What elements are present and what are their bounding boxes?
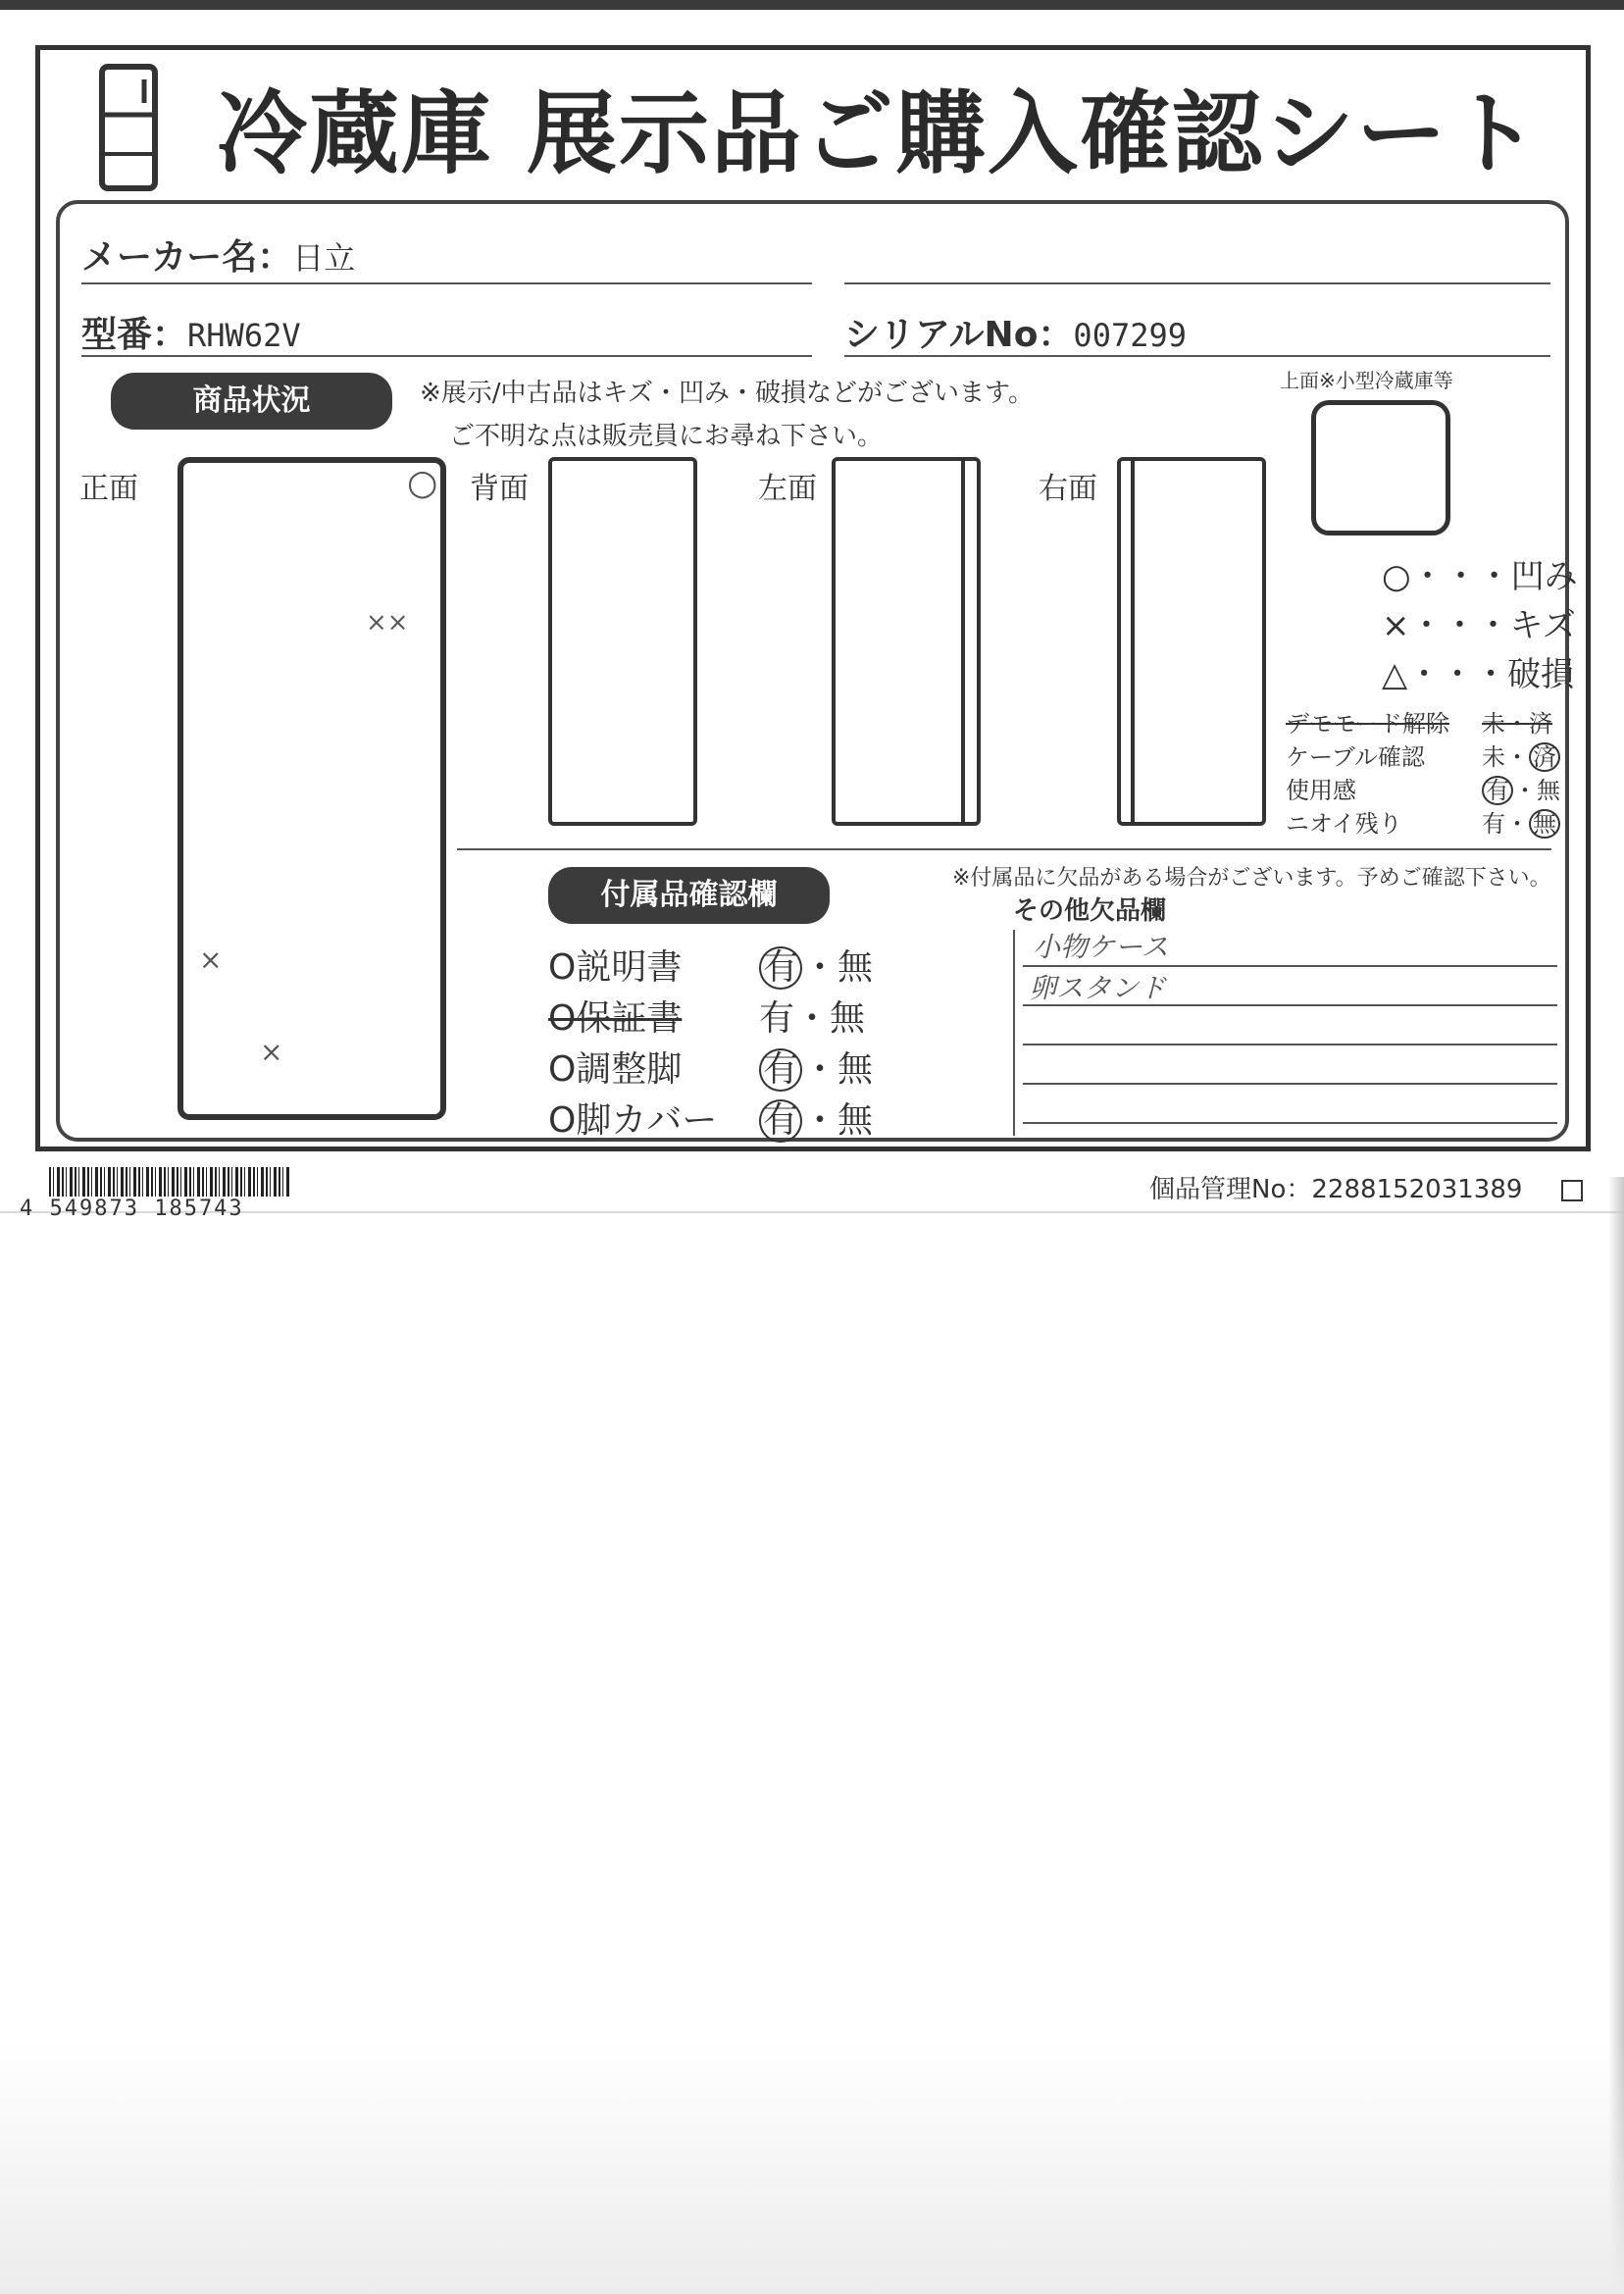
accessory-warranty: O保証書 有・無 <box>548 998 866 1039</box>
top-label: 上面※小型冷蔵庫等 <box>1280 369 1453 392</box>
front-mark-x: × <box>260 1036 283 1068</box>
accessory-adjuster-feet: O調整脚 有 ・無 <box>548 1049 874 1090</box>
management-number: 個品管理No：2288152031389 <box>1149 1169 1583 1205</box>
missing-lines <box>1013 930 1554 1136</box>
missing-item: 小物ケース <box>1033 931 1169 963</box>
accessories-note: ※付属品に欠品がある場合がございます。予めご確認下さい。 <box>952 866 1551 891</box>
checkbox-icon <box>1561 1180 1583 1201</box>
page-title: 冷蔵庫 展示品ご購入確認シート <box>217 81 1542 186</box>
maker-rule <box>81 282 812 284</box>
barcode-number: 4 549873 185743 <box>20 1197 244 1221</box>
left-label: 左面 <box>758 472 817 506</box>
barcode <box>49 1167 289 1197</box>
legend-scratch: ×・・・キズ <box>1382 606 1576 645</box>
left-panel <box>832 457 981 826</box>
section-divider <box>457 848 1551 850</box>
front-mark-circle: ○ <box>407 463 438 503</box>
front-label: 正面 <box>79 472 138 506</box>
missing-header: その他欠品欄 <box>1013 896 1167 926</box>
front-mark-x: ×× <box>366 608 409 637</box>
legend-damage: △・・・破損 <box>1382 655 1575 694</box>
serial-value: 007299 <box>1073 317 1188 354</box>
condition-note-1: ※展示/中古品はキズ・凹み・破損などがございます。 <box>420 379 1034 408</box>
scan-edge <box>0 0 1624 10</box>
barcode-block <box>20 1167 289 1221</box>
right-panel <box>1117 457 1266 826</box>
model-rule <box>81 355 812 357</box>
serial-label: シリアルNo： <box>844 315 1074 355</box>
right-label: 右面 <box>1039 472 1097 506</box>
blank-rule <box>844 282 1550 284</box>
model-value: RHW62V <box>187 317 301 354</box>
accessory-manual: O説明書 有 ・無 <box>548 947 874 988</box>
door-edge <box>961 461 965 822</box>
serial-field <box>844 307 1187 357</box>
maker-field <box>81 229 355 280</box>
form-body <box>56 200 1578 1142</box>
check-usage: 使用感 有 ・無 <box>1286 777 1560 804</box>
top-panel <box>1311 400 1450 535</box>
front-mark-x: × <box>199 943 223 976</box>
legend-dent: ○・・・凹み <box>1382 557 1578 596</box>
condition-header: 商品状況 <box>111 373 392 430</box>
maker-label: メーカー名： <box>81 237 293 278</box>
refrigerator-icon <box>99 64 158 191</box>
serial-rule <box>844 355 1550 357</box>
model-label: 型番： <box>81 315 188 355</box>
accessories-header: 付属品確認欄 <box>548 867 830 924</box>
check-cable: ケーブル確認 未・ 済 <box>1286 738 1570 772</box>
confirmation-sheet <box>35 45 1591 1151</box>
condition-note-2: ご不明な点は販売員にお尋ね下さい。 <box>449 422 884 451</box>
maker-value: 日立 <box>292 239 356 277</box>
back-label: 背面 <box>470 472 529 506</box>
back-panel <box>548 457 697 826</box>
check-demo-mode: デモモード解除 未・済 <box>1286 710 1552 738</box>
model-field <box>81 307 301 357</box>
title-row <box>40 50 1586 197</box>
missing-item: 卵スタンド <box>1029 972 1167 1004</box>
check-odor: ニオイ残り 有・ 無 <box>1286 804 1570 839</box>
scan-shadow-bottom <box>0 2039 1624 2294</box>
accessory-leg-cover: O脚カバー 有 ・無 <box>548 1100 874 1141</box>
door-edge <box>1131 461 1135 822</box>
front-panel <box>178 457 446 1120</box>
